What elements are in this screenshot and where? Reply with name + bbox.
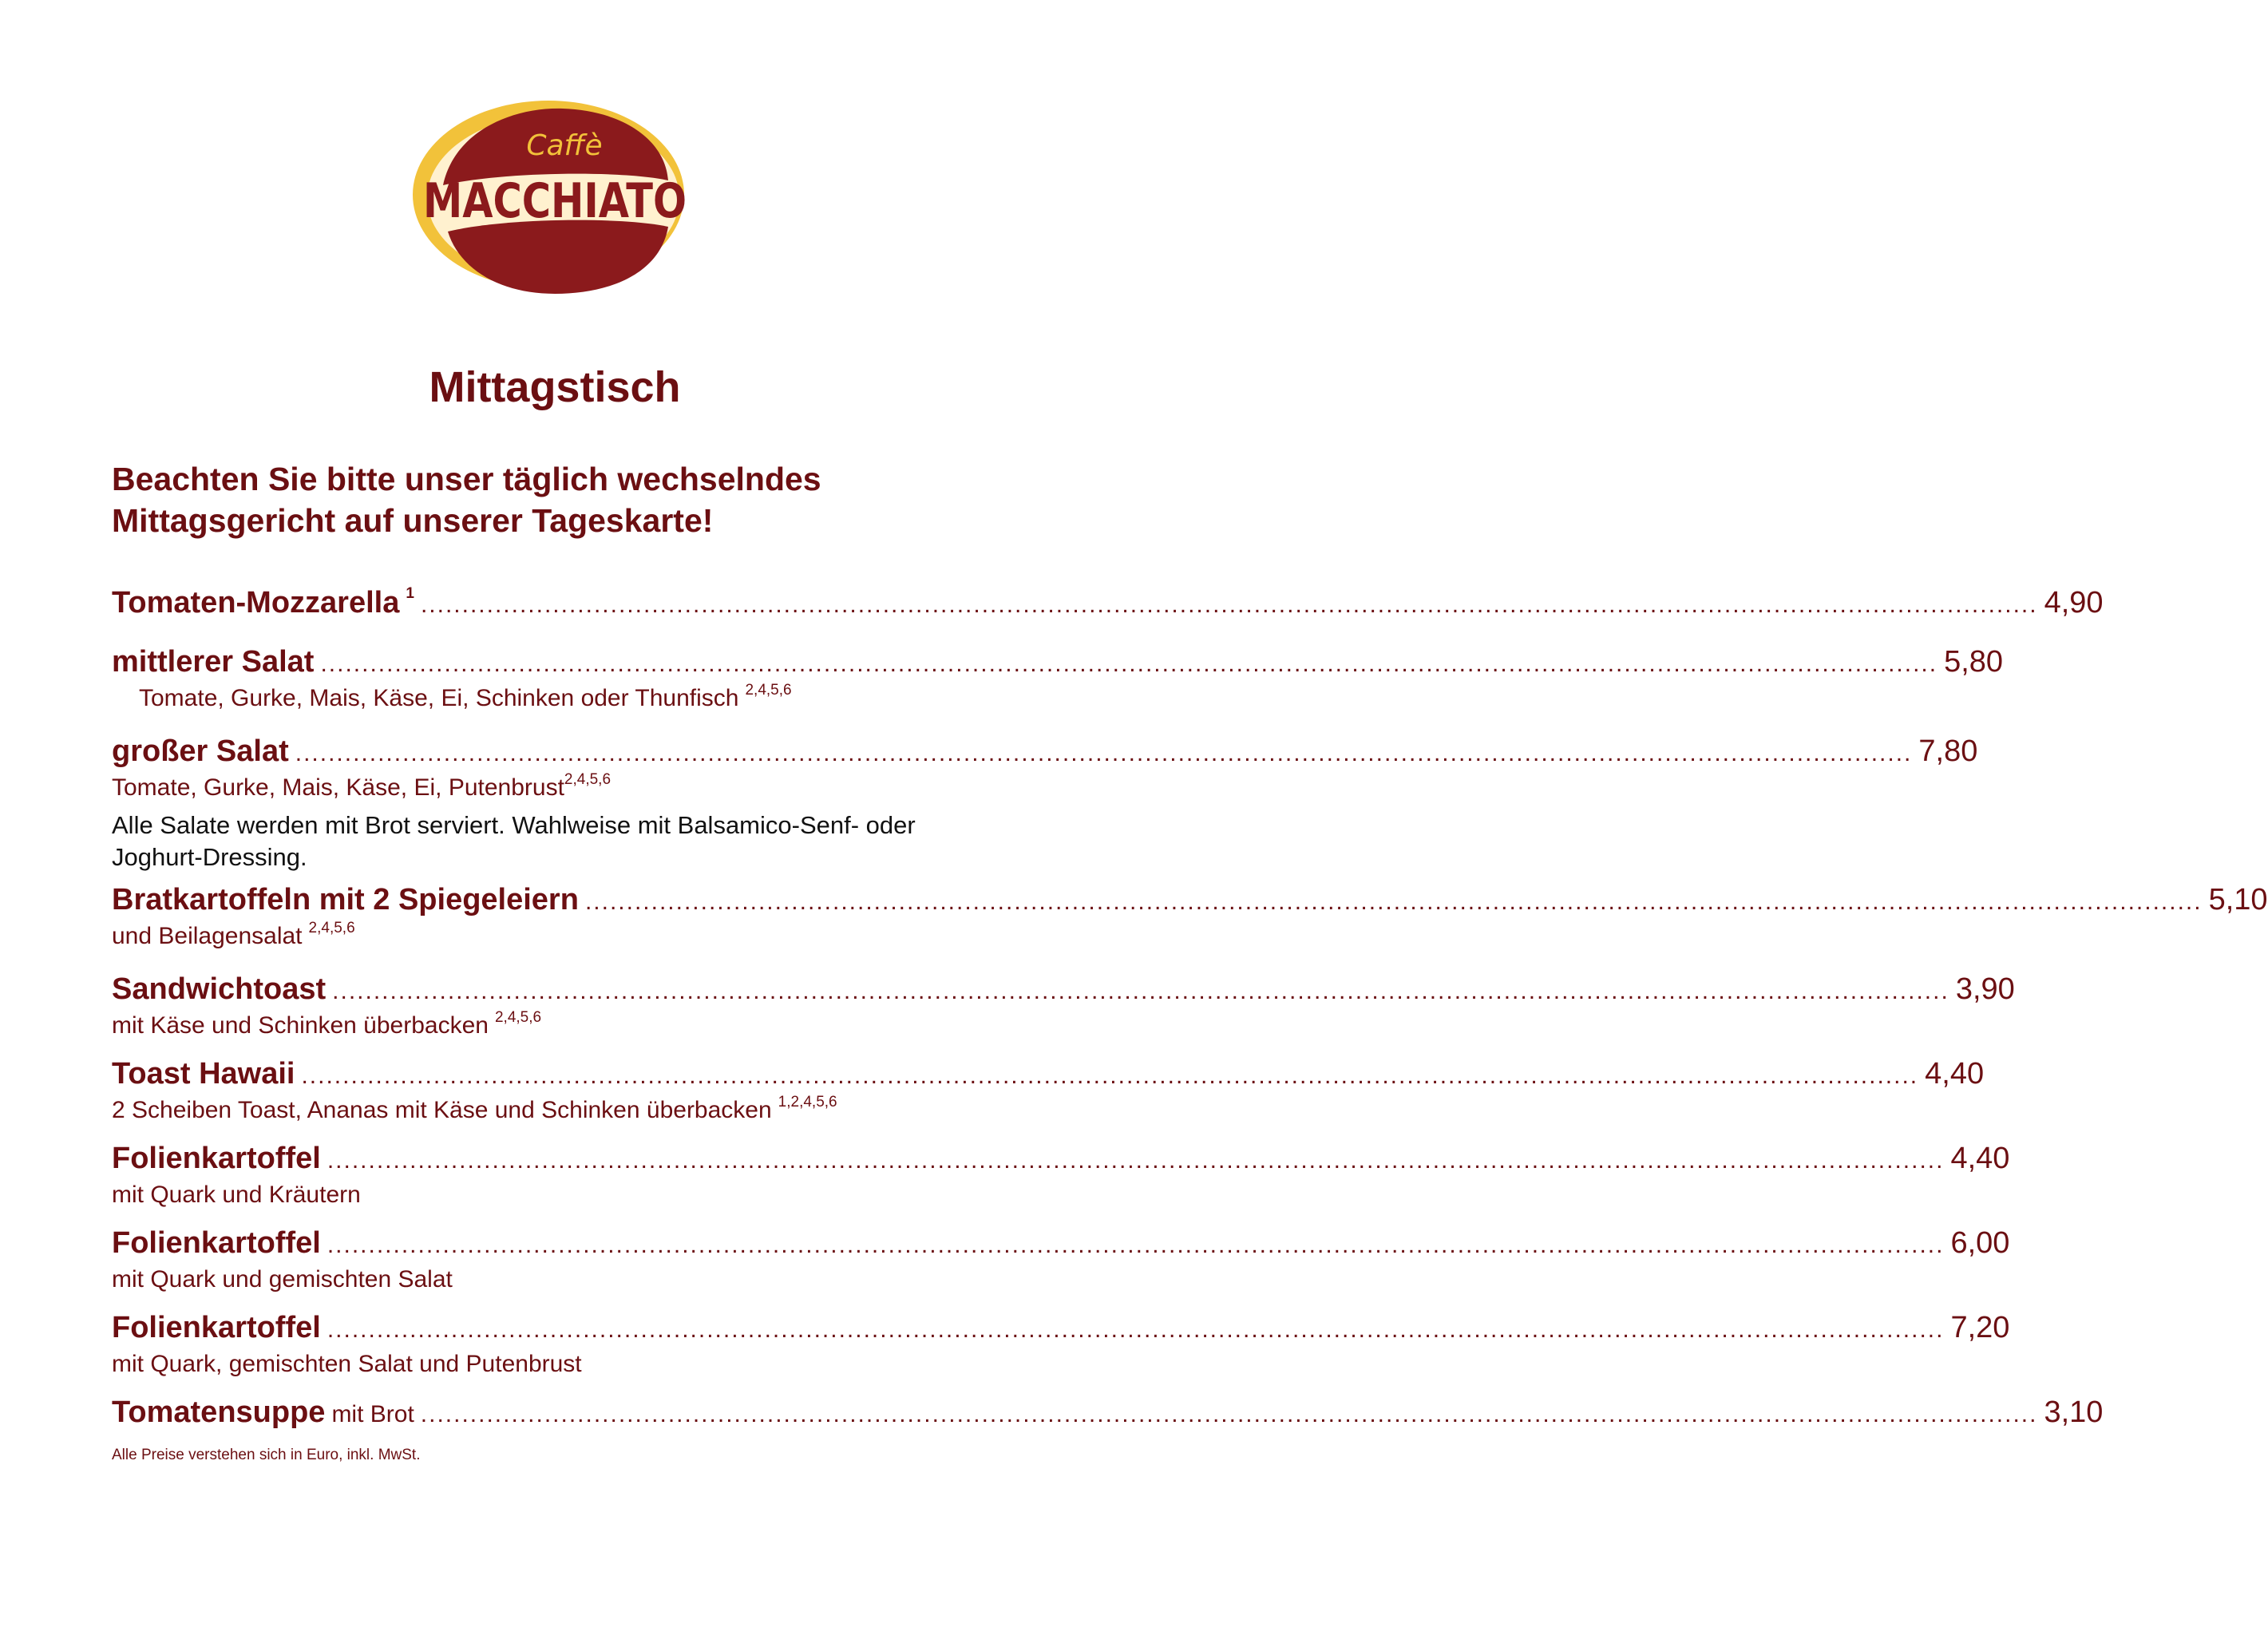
item-price: 4,40 [1925, 1057, 1985, 1091]
menu-item-toast-hawaii [112, 1052, 1985, 1095]
dot-leader [421, 584, 2038, 627]
daily-special-notice [112, 458, 1030, 541]
item-name: Sandwichtoast [112, 972, 327, 1006]
item-price: 4,40 [1950, 1142, 2010, 1175]
item-name: Folienkartoffel [112, 1226, 321, 1260]
item-price: 4,90 [2044, 586, 2104, 620]
menu-item-grosser-salat [112, 730, 1978, 773]
item-price: 3,90 [1955, 972, 2015, 1006]
item-description: mit Quark und gemischten Salat [112, 1266, 453, 1293]
menu-item-mittlerer-salat [112, 640, 2004, 683]
item-name: Tomaten-Mozzarella $^1$ [112, 585, 414, 620]
item-name: Bratkartoffeln mit 2 Spiegeleiern [112, 883, 579, 916]
caffe-macchiato-logo [411, 97, 691, 299]
item-price: 3,10 [2044, 1395, 2104, 1429]
allergen-codes: 2,4,5,6 [745, 682, 792, 699]
item-name: Tomatensuppe mit Brot [112, 1395, 414, 1429]
dot-leader [327, 1308, 1945, 1352]
item-name: Folienkartoffel [112, 1142, 321, 1175]
menu-item-folienkartoffel-putenbrust [112, 1306, 2010, 1349]
item-description: mit Käse und Schinken überbacken $^{2,4,5,6}$ [112, 1009, 542, 1039]
notice-line-1: Beachten Sie bitte unser täglich wechselndes [112, 461, 821, 497]
menu-item-tomaten-mozzarella [112, 581, 2104, 624]
item-price: 7,80 [1918, 734, 1978, 768]
item-name: mittlerer Salat [112, 645, 315, 679]
item-price: 5,10 [2208, 883, 2268, 916]
item-description: Tomate, Gurke, Mais, Käse, Ei, Putenbrust$^{2,4,5,6}$ [112, 771, 612, 801]
menu-item-folienkartoffel-kraeuter [112, 1137, 2010, 1180]
dot-leader [301, 1055, 1918, 1098]
dot-leader [327, 1139, 1945, 1182]
item-price: 7,20 [1950, 1311, 2010, 1344]
menu-item-bratkartoffeln [112, 878, 2268, 921]
allergen-codes: 1,2,4,5,6 [778, 1094, 837, 1110]
item-description: und Beilagensalat $^{2,4,5,6}$ [112, 920, 355, 949]
allergen-codes: 2,4,5,6 [494, 1009, 542, 1026]
page-title: Mittagstisch [429, 363, 681, 411]
menu-item-sandwichtoast [112, 968, 2015, 1011]
logo-script-text: Caffè [526, 129, 603, 162]
menu-list [112, 581, 2268, 1464]
item-description: mit Quark, gemischten Salat und Putenbrust [112, 1351, 582, 1377]
dot-leader [585, 881, 2203, 924]
item-price: 5,80 [1944, 645, 2004, 679]
allergen-codes: 2,4,5,6 [308, 920, 355, 936]
item-name-suffix: mit Brot [331, 1401, 414, 1427]
dot-leader [295, 732, 1913, 775]
dot-leader [320, 643, 1937, 686]
item-description: Tomate, Gurke, Mais, Käse, Ei, Schinken oder Thunfisch $^{2,4,5,6}$ [139, 682, 792, 711]
dot-leader [421, 1393, 2038, 1436]
dot-leader [332, 970, 1949, 1013]
allergen-codes: 1 [406, 585, 414, 602]
notice-line-2: Mittagsgericht auf unserer Tageskarte! [112, 502, 714, 539]
dot-leader [327, 1224, 1945, 1267]
item-description: mit Quark und Kräutern [112, 1182, 361, 1208]
logo-brand-text: MACCHIATO [423, 173, 687, 229]
item-name: Folienkartoffel [112, 1311, 321, 1344]
menu-item-folienkartoffel-salat [112, 1221, 2010, 1265]
item-name: Toast Hawaii [112, 1057, 295, 1091]
salad-note: Alle Salate werden mit Brot serviert. Wahlweise mit Balsamico-Senf- oder Joghurt-Dressing. [112, 811, 916, 871]
item-name: großer Salat [112, 734, 289, 768]
allergen-codes: 2,4,5,6 [564, 771, 612, 788]
price-footnote: Alle Preise verstehen sich in Euro, inkl. MwSt. [112, 1447, 421, 1463]
menu-item-tomatensuppe [112, 1391, 2104, 1434]
item-description: 2 Scheiben Toast, Ananas mit Käse und Schinken überbacken $^{1,2,4,5,6}$ [112, 1094, 837, 1123]
item-price: 6,00 [1950, 1226, 2010, 1260]
